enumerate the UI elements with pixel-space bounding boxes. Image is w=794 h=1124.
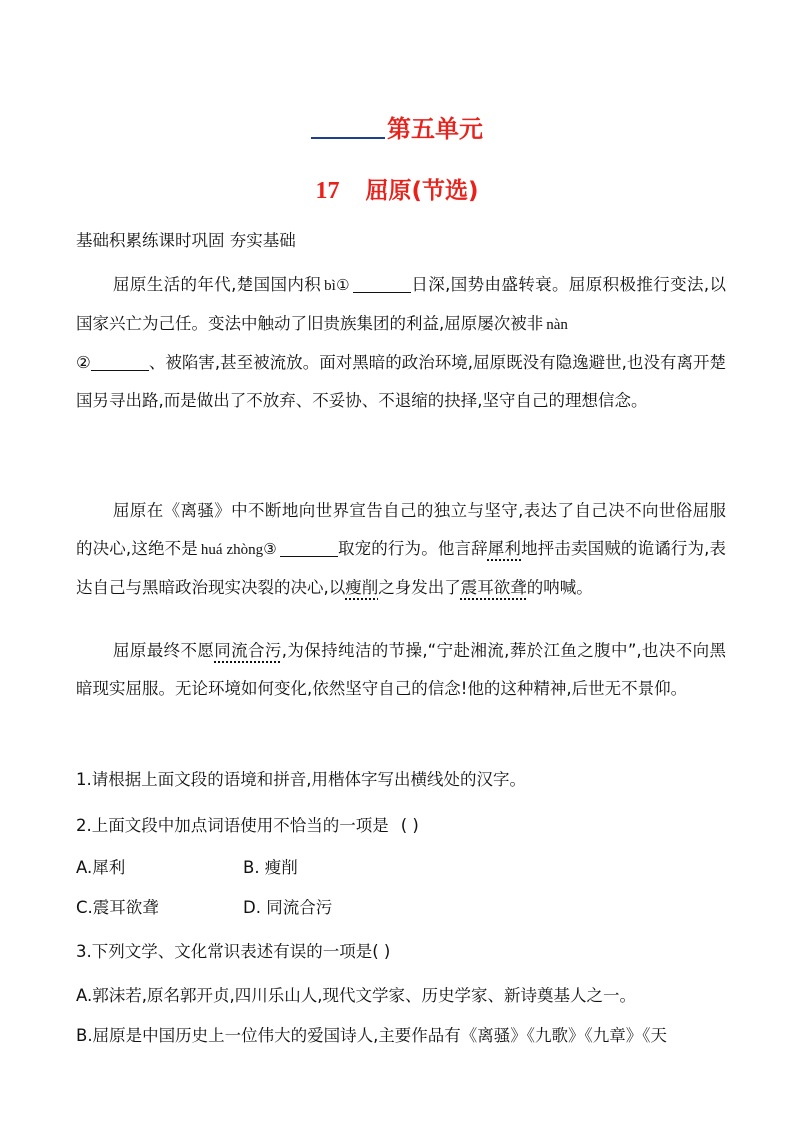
- question-2-option-c[interactable]: C.震耳欲聋: [76, 898, 159, 917]
- p1-text-a: 屈原生活的年代,楚国国内积: [113, 275, 322, 294]
- question-3-option-a[interactable]: A.郭沫若,原名郭开贞,四川乐山人,现代文学家、历史学家、新诗奠基人之一。: [76, 986, 636, 1005]
- question-2-answer-bracket[interactable]: ( ): [400, 816, 419, 835]
- pinyin-hint-2: nàn: [546, 317, 568, 333]
- p2-text-a: 屈原在《离骚》中不断地向世界宣告自己的独立与坚守,表达了自己决不向世俗屈服的决心,这绝不是: [76, 501, 726, 558]
- question-2-option-d[interactable]: D. 同流合污: [243, 898, 333, 917]
- lesson-title: [0, 174, 794, 208]
- title-blank-line: [311, 115, 385, 139]
- question-1: 1.请根据上面文段的语境和拼音,用楷体字写出横线处的汉字。: [76, 770, 526, 789]
- dotted-word-1: 犀利: [487, 539, 522, 558]
- question-2-text: 2.上面文段中加点词语使用不恰当的一项是: [76, 816, 389, 835]
- p2-text-d: 之身发出了: [378, 578, 461, 597]
- section-heading: 基础积累练课时巩固 夯实基础: [76, 231, 296, 250]
- passage-paragraph-1: [76, 266, 726, 420]
- p3-text-b: ,为保持纯洁的节操,“宁赴湘流,葬於江鱼之腹中”,也决不向黑暗现实屈服。无论环境如何变化,依然坚守自己的信念!他的这种精神,后世无不景仰。: [76, 641, 727, 698]
- p3-text-a: 屈原最终不愿: [113, 641, 215, 660]
- passage-paragraph-2: [76, 492, 726, 607]
- fill-blank-3[interactable]: [280, 538, 338, 557]
- pinyin-hint-3: huá zhòng③: [200, 542, 277, 558]
- passage-paragraph-3: [76, 632, 726, 708]
- fill-blank-1[interactable]: [353, 274, 411, 293]
- dotted-word-3: 震耳欲聋: [460, 578, 527, 597]
- p1-text-d: 、被陷害,甚至被流放。面对黑暗的政治环境,屈原既没有隐逸避世,也没有离开楚国另寻出路,而是做出了不放弃、不妥协、不退缩的抉择,坚守自己的理想信念。: [76, 353, 726, 410]
- dotted-word-4: 同流合污: [214, 641, 282, 660]
- question-3-option-b[interactable]: B.屈原是中国历史上一位伟大的爱国诗人,主要作品有《离骚》《九歌》《九章》《天: [76, 1026, 668, 1045]
- lesson-title-text: 屈原(节选): [365, 178, 479, 204]
- fill-blank-2[interactable]: [91, 352, 149, 371]
- dotted-word-2: 瘦削: [345, 578, 379, 597]
- lesson-number: 17: [315, 178, 340, 204]
- unit-title-text: 第五单元: [387, 115, 483, 143]
- p2-text-c: 地抨击卖国贼的诡谲行为,表达自己与黑暗政治现实决裂的决心,以: [76, 539, 727, 597]
- question-2-option-a[interactable]: A.犀利: [76, 858, 126, 877]
- p1-marker-2: ②: [76, 353, 91, 372]
- p1-text-b: 日深,国势由盛转衰。屈原积极推行变法,以国家兴亡为己任。变法中触动了旧贵族集团的利益,屈原屡次被非: [76, 275, 726, 333]
- p2-text-e: 的呐喊。: [526, 578, 593, 597]
- question-2: [76, 812, 419, 840]
- unit-title: [0, 112, 794, 146]
- pinyin-hint-1: bì①: [324, 278, 350, 294]
- p2-text-b: 取宠的行为。他言辞: [337, 539, 488, 558]
- question-3: 3.下列文学、文化常识表述有误的一项是( ): [76, 942, 391, 961]
- question-2-option-b[interactable]: B. 瘦削: [243, 858, 298, 877]
